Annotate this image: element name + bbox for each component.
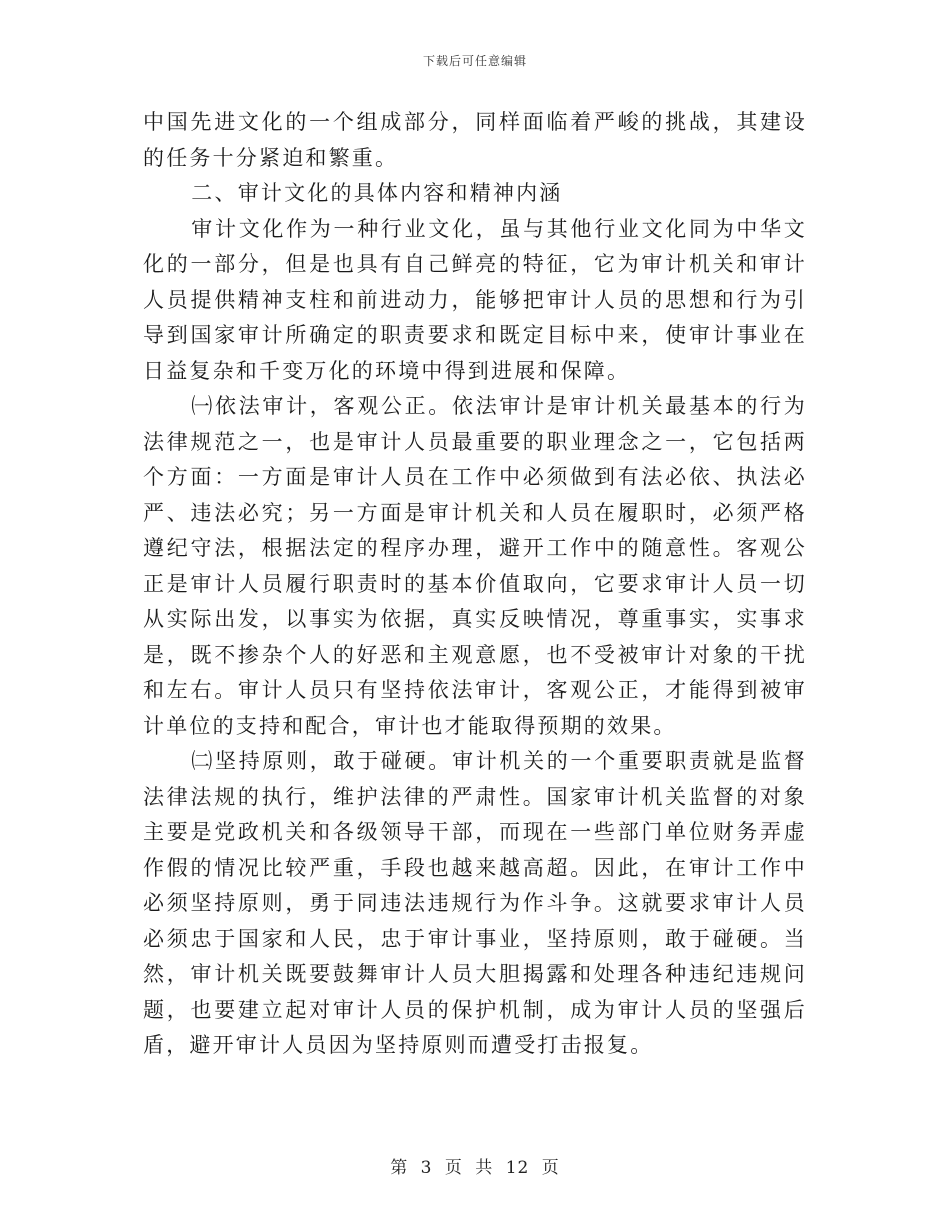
page-header-note: 下载后可任意编辑 [422,54,527,68]
page-number-footer: 第 3 页 共 12 页 [390,1158,560,1178]
paragraph: 审计文化作为一种行业文化，虽与其他行业文化同为中华文化的一部分，但是也具有自己鲜亮的特征，它为审计机关和审计人员提供精神支柱和前进动力，能够把审计人员的思想和行为引导到国家审计所确定的职责要求和既定目标中来，使审计事业在日益复杂和千变万化的环境中得到进展和保障。 [143,216,807,383]
section-heading: 二、审计文化的具体内容和精神内涵 [191,181,563,205]
paragraph-continuation: 中国先进文化的一个组成部分，同样面临着严峻的挑战，其建设的任务十分紧迫和繁重。 [143,110,807,170]
document-body [143,105,807,1064]
paragraph: ㈠依法审计，客观公正。依法审计是审计机关最基本的行为法律规范之一，也是审计人员最重要的职业理念之一，它包括两个方面：一方面是审计人员在工作中必须做到有法必依、执法必严、违法必究；另一方面是审计机关和人员在履职时，必须严格遵纪守法，根据法定的程序办理，避开工作中的随意性。客观公正是审计人员履行职责时的基本价值取向，它要求审计人员一切从实际出发，以事实为依据，真实反映情况，尊重事实，实事求是，既不掺杂个人的好恶和主观意愿，也不受被审计对象的干扰和左右。审计人员只有坚持依法审计，客观公正，才能得到被审计单位的支持和配合，审计也才能取得预期的效果。 [143,394,807,738]
paragraph: ㈡坚持原则，敢于碰硬。审计机关的一个重要职责就是监督法律法规的执行，维护法律的严肃性。国家审计机关监督的对象主要是党政机关和各级领导干部，而现在一些部门单位财务弄虚作假的情况比较严重，手段也越来越高超。因此，在审计工作中必须坚持原则，勇于同违法违规行为作斗争。这就要求审计人员必须忠于国家和人民，忠于审计事业，坚持原则，敢于碰硬。当然，审计机关既要鼓舞审计人员大胆揭露和处理各种违纪违规问题，也要建立起对审计人员的保护机制，成为审计人员的坚强后盾，避开审计人员因为坚持原则而遭受打击报复。 [143,749,807,1057]
